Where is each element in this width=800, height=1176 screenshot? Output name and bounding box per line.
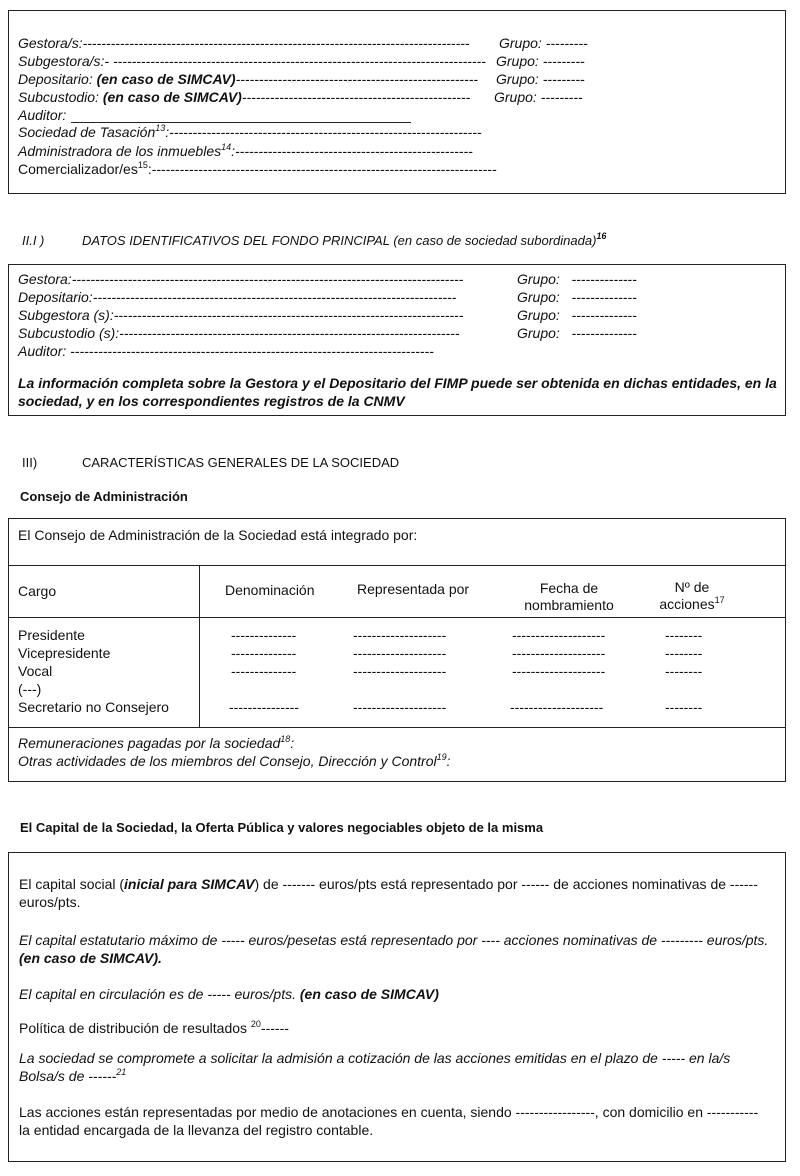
header-acciones: Nº de acciones$^{17}$ bbox=[659, 579, 725, 612]
anotaciones-cuenta-para: Las acciones están representadas por medio de anotaciones en cuenta, siendo -----------------, con domicilio en ----------- la entidad encargada de la llevanza del registro contable. bbox=[19, 1104, 759, 1139]
table-row-cargo: Secretario no Consejero bbox=[18, 699, 169, 715]
consejo-header-bottom-line bbox=[9, 617, 785, 618]
table-row-fecha: -------------------- bbox=[512, 645, 606, 661]
table-row-representada: -------------------- bbox=[353, 645, 447, 661]
remuneraciones-row: Remuneraciones pagadas por la sociedad$^{18}$: bbox=[18, 734, 295, 751]
table-row-denominacion: --------------- bbox=[229, 699, 299, 715]
fondo-subgestora-row: Subgestora (s):--------------------------------------------------------------------------- bbox=[18, 307, 464, 323]
table-row-cargo: Vocal bbox=[18, 663, 53, 679]
table-row-acciones: -------- bbox=[665, 645, 703, 661]
table-row-acciones: -------- bbox=[665, 627, 703, 643]
depositario-grupo: Grupo: --------- bbox=[496, 71, 585, 87]
fondo-box bbox=[8, 264, 786, 416]
gestoras-box bbox=[8, 10, 786, 194]
table-row-denominacion: -------------- bbox=[231, 645, 297, 661]
subgestora-row: Subgestora/s:- -------------------------------------------------------------------------------- bbox=[18, 53, 486, 69]
fondo-gestora-grupo: Grupo: -------------- bbox=[517, 271, 637, 287]
auditor-label: Auditor: bbox=[18, 107, 67, 123]
consejo-box bbox=[8, 518, 786, 782]
fondo-subcustodio-row: Subcustodio (s):------------------------------------------------------------------------- bbox=[18, 325, 460, 341]
fondo-gestora-row: Gestora:------------------------------------------------------------------------------------ bbox=[18, 271, 464, 287]
fondo-depositario-grupo: Grupo: -------------- bbox=[517, 289, 637, 305]
table-row-fecha: -------------------- bbox=[512, 627, 606, 643]
consejo-intro: El Consejo de Administración de la Sociedad está integrado por: bbox=[18, 527, 418, 543]
table-row-fecha: -------------------- bbox=[510, 699, 604, 715]
capital-title: El Capital de la Sociedad, la Oferta Pública y valores negociables objeto de la misma bbox=[20, 820, 544, 835]
table-row-denominacion: -------------- bbox=[231, 663, 297, 679]
fondo-depositario-row: Depositario:------------------------------------------------------------------------------ bbox=[18, 289, 457, 305]
tasacion-row: Sociedad de Tasación$^{13}$:------------------------------------------------------------------- bbox=[18, 123, 482, 140]
comercializador-row: Comercializador/$es^{15}:--------------------------------------------------------------------------$ bbox=[18, 160, 497, 177]
caract-section-title: CARACTERÍSTICAS GENERALES DE LA SOCIEDAD bbox=[82, 455, 400, 470]
fondo-section-number: II.I ) bbox=[22, 233, 45, 248]
consejo-header-top-line bbox=[9, 565, 785, 566]
consejo-table-bottom-line bbox=[9, 727, 785, 728]
admin-inmuebles-row: Administradora de los inmuebles$^{14}$:--------------------------------------------------- bbox=[18, 142, 473, 159]
capital-box bbox=[8, 852, 786, 1162]
politica-distribucion-para: Política de distribución de resultados $^{20}$------ bbox=[19, 1019, 289, 1036]
header-fecha: Fecha de nombramiento bbox=[524, 580, 614, 613]
fondo-info-note: La información completa sobre la Gestora y el Depositario del FIMP puede ser obtenida en dichas entidades, en la sociedad, y en los correspondientes registros de la CNMV bbox=[18, 375, 777, 409]
capital-circulacion-para: El capital en circulación es de ----- euros/pts. (en caso de SIMCAV) bbox=[19, 986, 439, 1002]
subcustodio-grupo: Grupo: --------- bbox=[494, 89, 583, 105]
capital-estatutario-para: El capital estatutario máximo de ----- euros/pesetas está representado por ---- acciones nominativas de --------- euros/pts. (en caso de SIMCAV). bbox=[19, 932, 769, 967]
depositario-row: Depositario: (en caso de SIMCAV)---------------------------------------------------- bbox=[18, 71, 479, 87]
table-row-representada: -------------------- bbox=[353, 627, 447, 643]
subcustodio-row: Subcustodio: (en caso de SIMCAV)------------------------------------------------- bbox=[18, 89, 471, 105]
table-row-denominacion: -------------- bbox=[231, 627, 297, 643]
fondo-auditor-row: Auditor: ------------------------------------------------------------------------------ bbox=[18, 343, 434, 359]
table-row-fecha: -------------------- bbox=[512, 663, 606, 679]
table-row-acciones: -------- bbox=[665, 663, 703, 679]
header-denominacion: Denominación bbox=[225, 582, 315, 598]
capital-social-para: El capital social (inicial para SIMCAV) de ------- euros/pts está representado por ------ de acciones nominativas de ------ euros/pts. bbox=[19, 876, 758, 911]
header-representada: Representada por bbox=[357, 581, 470, 597]
table-row-acciones: -------- bbox=[665, 699, 703, 715]
fondo-section-title: DATOS IDENTIFICATIVOS DEL FONDO PRINCIPAL (en caso de sociedad subordinada)$^{16}$ bbox=[82, 231, 607, 248]
fondo-subcustodio-grupo: Grupo: -------------- bbox=[517, 325, 637, 341]
consejo-column-divider bbox=[199, 565, 200, 727]
gestora-row: Gestora/s:----------------------------------------------------------------------------------- bbox=[18, 35, 470, 51]
subgestora-grupo: Grupo: --------- bbox=[496, 53, 585, 69]
admision-cotizacion-para: La sociedad se compromete a solicitar la admisión a cotización de las acciones emitidas en el plazo de ----- en la/s Bolsa/s de ------$^{21}$ bbox=[19, 1050, 731, 1085]
header-cargo: Cargo bbox=[18, 583, 57, 599]
table-row-representada: -------------------- bbox=[353, 699, 447, 715]
table-row-cargo: Presidente bbox=[18, 627, 85, 643]
gestora-grupo: Grupo: --------- bbox=[499, 35, 588, 51]
fondo-subgestora-grupo: Grupo: -------------- bbox=[517, 307, 637, 323]
table-row-cargo: (---) bbox=[18, 681, 42, 697]
table-row-cargo: Vicepresidente bbox=[18, 645, 111, 661]
otras-actividades-row: Otras actividades de los miembros del Consejo, Dirección y Control$^{19}$: bbox=[18, 752, 451, 769]
auditor-underline bbox=[71, 122, 411, 123]
table-row-representada: -------------------- bbox=[353, 663, 447, 679]
consejo-title: Consejo de Administración bbox=[20, 489, 188, 504]
caract-section-number: III) bbox=[22, 455, 38, 470]
